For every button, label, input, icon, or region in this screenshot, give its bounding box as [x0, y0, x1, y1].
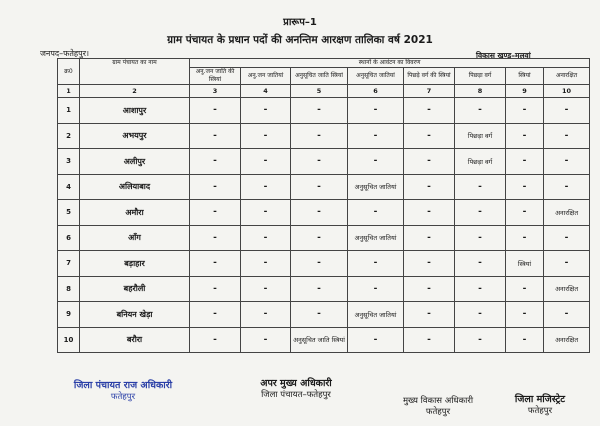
- empty-cell: -: [544, 251, 590, 277]
- empty-cell: -: [241, 225, 291, 251]
- row-serial: 8: [58, 276, 80, 302]
- reservation-cell: अनुसूचित जाति स्त्रियां: [291, 327, 348, 353]
- column-number: 3: [190, 85, 241, 98]
- village-name: बहरौली: [80, 276, 190, 302]
- block-label: विकास खण्ड–मलवां: [476, 51, 531, 60]
- empty-cell: -: [544, 123, 590, 149]
- column-header-3: अनु.जन जाति की स्त्रियां: [190, 68, 241, 85]
- empty-cell: -: [190, 302, 241, 328]
- empty-cell: -: [190, 327, 241, 353]
- empty-cell: -: [241, 174, 291, 200]
- empty-cell: -: [291, 200, 348, 226]
- empty-cell: -: [348, 123, 404, 149]
- empty-cell: -: [348, 251, 404, 277]
- empty-cell: -: [241, 302, 291, 328]
- empty-cell: -: [241, 98, 291, 124]
- table-row: [58, 251, 590, 277]
- empty-cell: -: [404, 98, 455, 124]
- empty-cell: -: [506, 149, 544, 175]
- empty-cell: -: [190, 98, 241, 124]
- row-serial: 9: [58, 302, 80, 328]
- document-title: ग्राम पंचायत के प्रधान पदों की अनन्तिम आरक्षण तालिका वर्ष 2021: [167, 34, 433, 46]
- empty-cell: -: [190, 149, 241, 175]
- reservation-table: [57, 58, 590, 353]
- column-header-8: पिछड़ा वर्ग: [455, 68, 506, 85]
- column-number: 8: [455, 85, 506, 98]
- empty-cell: -: [404, 276, 455, 302]
- table-row: [58, 98, 590, 124]
- empty-cell: -: [506, 123, 544, 149]
- empty-cell: -: [190, 225, 241, 251]
- header-sn: क्र0: [58, 59, 80, 85]
- empty-cell: -: [291, 276, 348, 302]
- empty-cell: -: [241, 276, 291, 302]
- empty-cell: -: [506, 174, 544, 200]
- table-row: [58, 149, 590, 175]
- village-name: बरौरा: [80, 327, 190, 353]
- empty-cell: -: [348, 149, 404, 175]
- empty-cell: -: [404, 327, 455, 353]
- empty-cell: -: [404, 302, 455, 328]
- row-serial: 2: [58, 123, 80, 149]
- village-name: अलीपुर: [80, 149, 190, 175]
- empty-cell: -: [348, 276, 404, 302]
- district-label: जनपद–फतेहपुर।: [40, 49, 89, 58]
- empty-cell: -: [291, 225, 348, 251]
- empty-cell: -: [190, 200, 241, 226]
- table-header-row: [58, 59, 590, 68]
- row-serial: 4: [58, 174, 80, 200]
- reservation-cell: पिछड़ा वर्ग: [455, 123, 506, 149]
- signature-block-2: [236, 376, 356, 400]
- empty-cell: -: [404, 251, 455, 277]
- empty-cell: -: [241, 327, 291, 353]
- column-number-row: [58, 85, 590, 98]
- empty-cell: -: [544, 149, 590, 175]
- empty-cell: -: [544, 302, 590, 328]
- village-name: अभयपुर: [80, 123, 190, 149]
- table-row: [58, 302, 590, 328]
- column-number: 7: [404, 85, 455, 98]
- empty-cell: -: [348, 200, 404, 226]
- empty-cell: -: [291, 149, 348, 175]
- reservation-cell: अनुसूचित जातियां: [348, 302, 404, 328]
- column-number: 1: [58, 85, 80, 98]
- empty-cell: -: [404, 149, 455, 175]
- empty-cell: -: [506, 98, 544, 124]
- table-row: [58, 123, 590, 149]
- empty-cell: -: [404, 200, 455, 226]
- empty-cell: -: [544, 225, 590, 251]
- table-row: [58, 327, 590, 353]
- signature-1-title: जिला पंचायत राज अधिकारी: [73, 380, 173, 391]
- empty-cell: -: [291, 174, 348, 200]
- signature-block-3: [388, 395, 488, 417]
- empty-cell: -: [404, 123, 455, 149]
- reservation-cell: अनारक्षित: [544, 200, 590, 226]
- column-header-5: अनुसूचित जाति स्त्रियां: [291, 68, 348, 85]
- village-name: आशापुर: [80, 98, 190, 124]
- row-serial: 5: [58, 200, 80, 226]
- empty-cell: -: [506, 276, 544, 302]
- empty-cell: -: [455, 174, 506, 200]
- column-number: 6: [348, 85, 404, 98]
- empty-cell: -: [455, 251, 506, 277]
- signature-4-title: जिला मजिस्ट्रेट: [514, 394, 566, 405]
- column-number: 9: [506, 85, 544, 98]
- empty-cell: -: [190, 276, 241, 302]
- column-header-6: अनुसूचित जातियां: [348, 68, 404, 85]
- empty-cell: -: [291, 98, 348, 124]
- empty-cell: -: [241, 251, 291, 277]
- signature-4-place: फतेहपुर: [527, 406, 553, 416]
- empty-cell: -: [544, 174, 590, 200]
- column-header-10: अनारक्षित: [544, 68, 590, 85]
- empty-cell: -: [190, 123, 241, 149]
- empty-cell: -: [291, 123, 348, 149]
- village-name: अमौरा: [80, 200, 190, 226]
- row-serial: 1: [58, 98, 80, 124]
- form-label: प्रारूप–1: [283, 17, 317, 28]
- column-number: 5: [291, 85, 348, 98]
- column-header-9: स्त्रियां: [506, 68, 544, 85]
- village-name: आँग: [80, 225, 190, 251]
- reservation-cell: पिछड़ा वर्ग: [455, 149, 506, 175]
- empty-cell: -: [455, 327, 506, 353]
- column-number: 2: [80, 85, 190, 98]
- signature-3-place: फतेहपुर: [425, 407, 451, 417]
- reservation-cell: स्त्रियां: [506, 251, 544, 277]
- row-serial: 10: [58, 327, 80, 353]
- empty-cell: -: [455, 200, 506, 226]
- signature-block-4: [492, 392, 588, 416]
- table-row: [58, 225, 590, 251]
- village-name: अलियाबाद: [80, 174, 190, 200]
- empty-cell: -: [291, 302, 348, 328]
- empty-cell: -: [455, 302, 506, 328]
- empty-cell: -: [506, 225, 544, 251]
- signature-1-place: फतेहपुर: [110, 392, 136, 402]
- village-name: बड़ाहार: [80, 251, 190, 277]
- empty-cell: -: [241, 200, 291, 226]
- header-group: स्थानों के आवंटन का विवरण: [190, 59, 590, 68]
- column-header-4: अनु.जन जातियां: [241, 68, 291, 85]
- reservation-cell: अनारक्षित: [544, 276, 590, 302]
- empty-cell: -: [190, 251, 241, 277]
- table-row: [58, 174, 590, 200]
- village-name: बनियन खेड़ा: [80, 302, 190, 328]
- row-serial: 3: [58, 149, 80, 175]
- empty-cell: -: [241, 123, 291, 149]
- column-number: 4: [241, 85, 291, 98]
- empty-cell: -: [455, 225, 506, 251]
- empty-cell: -: [506, 327, 544, 353]
- empty-cell: -: [291, 251, 348, 277]
- empty-cell: -: [455, 98, 506, 124]
- reservation-cell: अनुसूचित जातियां: [348, 174, 404, 200]
- table-row: [58, 200, 590, 226]
- table-body: [58, 98, 590, 353]
- table-row: [58, 276, 590, 302]
- empty-cell: -: [348, 98, 404, 124]
- empty-cell: -: [506, 302, 544, 328]
- empty-cell: -: [544, 98, 590, 124]
- empty-cell: -: [404, 174, 455, 200]
- row-serial: 6: [58, 225, 80, 251]
- signature-3-title: मुख्य विकास अधिकारी: [402, 396, 474, 406]
- empty-cell: -: [455, 276, 506, 302]
- column-header-7: पिछड़े वर्ग की स्त्रियां: [404, 68, 455, 85]
- signature-block-1: [58, 378, 188, 402]
- reservation-cell: अनुसूचित जातियां: [348, 225, 404, 251]
- column-number: 10: [544, 85, 590, 98]
- row-serial: 7: [58, 251, 80, 277]
- empty-cell: -: [348, 327, 404, 353]
- empty-cell: -: [506, 200, 544, 226]
- empty-cell: -: [404, 225, 455, 251]
- empty-cell: -: [190, 174, 241, 200]
- empty-cell: -: [241, 149, 291, 175]
- signature-2-title: अपर मुख्य अधिकारी: [260, 378, 332, 389]
- header-name: ग्राम पंचायत का नाम: [80, 59, 190, 85]
- reservation-cell: अनारक्षित: [544, 327, 590, 353]
- signature-2-place: जिला पंचायत–फतेहपुर: [261, 390, 331, 400]
